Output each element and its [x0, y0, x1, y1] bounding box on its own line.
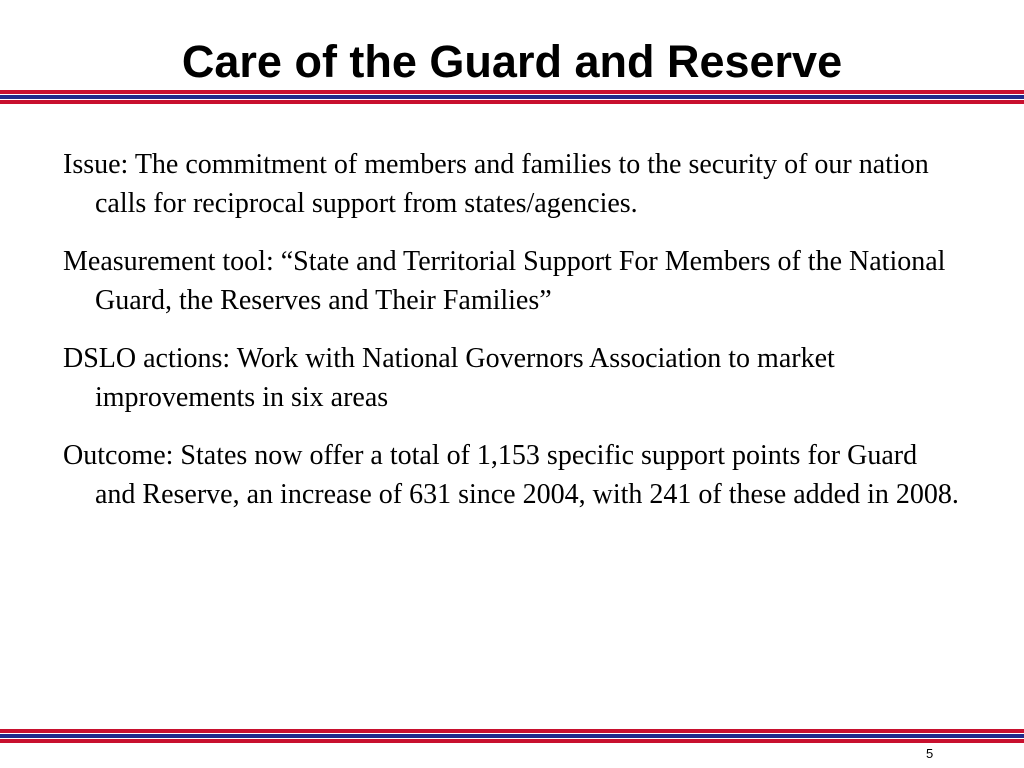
- paragraph-issue: Issue: The commitment of members and families to the security of our nation calls for reciprocal support from states/agencies.: [63, 149, 929, 219]
- top-divider-red-line-lower: [0, 100, 1024, 104]
- bottom-divider-red-line: [0, 729, 1024, 733]
- top-divider-red-line: [0, 90, 1024, 94]
- bottom-divider-red-line-lower: [0, 739, 1024, 743]
- page-number: 5: [926, 746, 934, 761]
- top-divider-blue-line: [0, 95, 1024, 99]
- bottom-divider: [0, 729, 1024, 743]
- paragraph-dslo-actions: DSLO actions: Work with National Governors Association to market improvements in six areas: [63, 343, 835, 413]
- bottom-divider-blue-line: [0, 734, 1024, 738]
- top-divider: [0, 90, 1024, 104]
- slide-body: [63, 145, 963, 533]
- slide-title: Care of the Guard and Reserve: [181, 36, 843, 87]
- paragraph-outcome: Outcome: States now offer a total of 1,153 specific support points for Guard and Reserve, an increase of 631 since 2004, with 241 of these added in 2008.: [63, 440, 959, 510]
- paragraph-measurement-tool: Measurement tool: “State and Territorial Support For Members of the National Guard, the Reserves and Their Families”: [63, 246, 946, 316]
